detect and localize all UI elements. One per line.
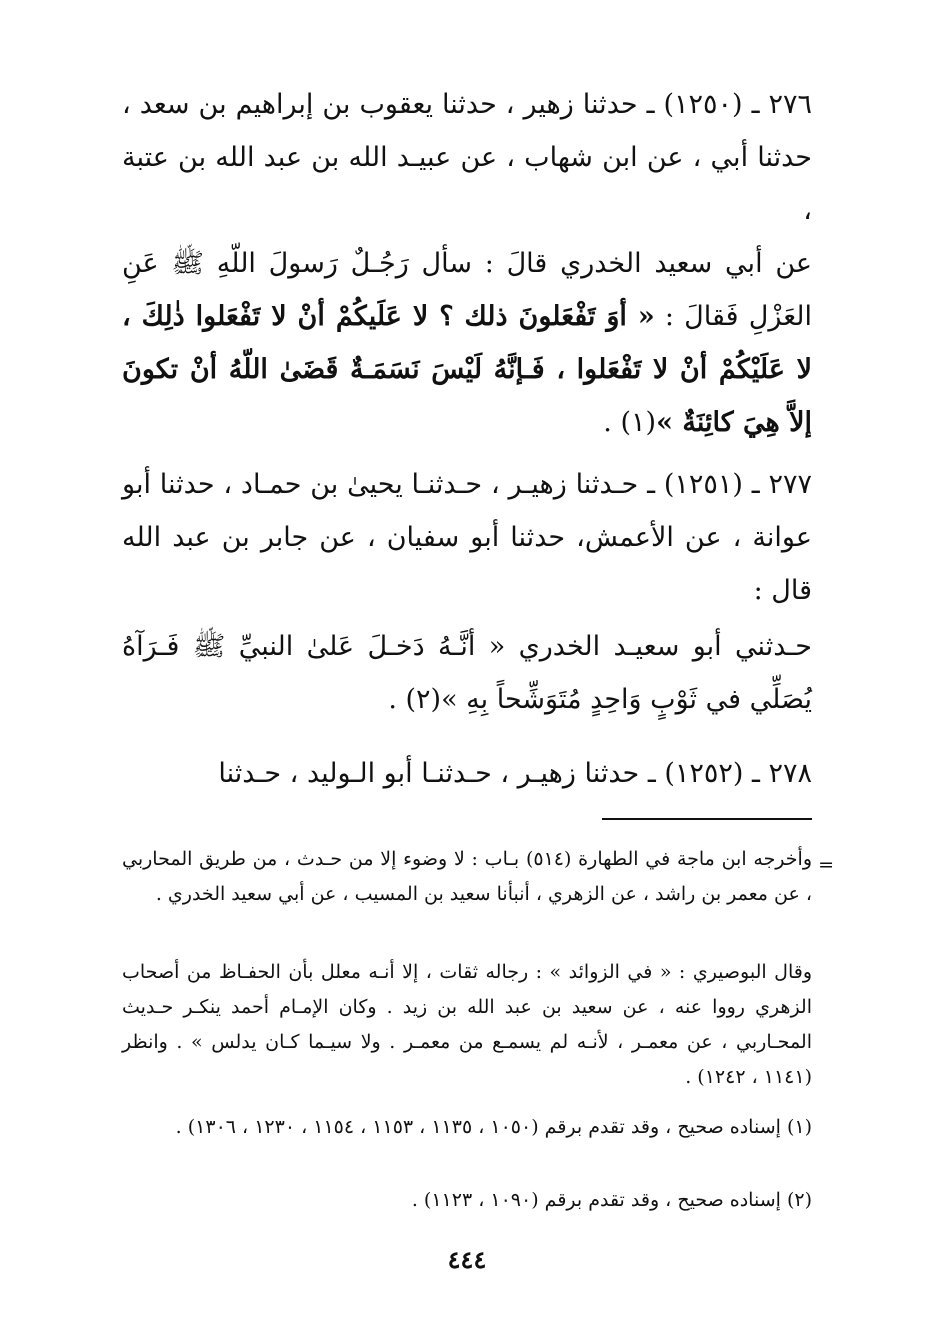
hadith-276-matn: « أوَ تَفْعَلونَ ذلك ؟ لا عَلَيكُمْ أنْ لا تَفْعَلوا ذٰلِكَ ، لا عَلَيْكُمْ أنْ لا تَفْعَلوا ، فَـإنَّهُ لَيْسَ نَسَمَـةٌ قَضَىٰ اللّهُ أنْ تكونَ إلاَّ هِيَ كائِنَةٌ » [122,301,812,438]
hadith-278-isnad: ٢٧٨ ـ (١٢٥٢) ـ حدثنا زهيـر ، حـدثنـا أبو الـوليد ، حـدثنا [218,758,812,789]
hadith-277-isnad: ٢٧٧ ـ (١٢٥١) ـ حـدثنا زهيـر ، حـدثنـا يحيىٰ بن حمـاد ، حدثنا أبو عوانة ، عن الأعمش، حدثنا أبو سفيان ، عن جابر بن عبد الله قال : [122,469,813,606]
hadith-276-isnad: ٢٧٦ ـ (١٢٥٠) ـ حدثنا زهير ، حدثنا يعقوب بن إبراهيم بن سعد ، حدثنا أبي ، عن ابن شهاب ، عن عبيـد الله بن عبد الله بن عتبة ، [122,89,812,226]
footnote-2: (٢) إسناده صحيح ، وقد تقدم برقم (١٠٩٠ ، ١١٢٣) . [411,1189,812,1211]
footnote-divider [602,818,812,820]
document-page [122,0,834,1344]
hadith-276-text [122,237,812,449]
footnote-paragraph-1: وأخرجه ابن ماجة في الطهارة (٥١٤) بـاب : لا وضوء إلا من حـدث ، من طريق المحاربي ، عن معمر بن راشد ، عن الزهري ، أنبأنا سعيد بن المسيب ، عن أبي سعيد الخدري . [122,848,812,905]
footnote-paragraph-2: وقال البوصيري : « في الزوائد » : رجاله ثقات ، إلا أنـه معلل بأن الحفـاظ من أصحاب الزهري رووا عنه ، عن سعيد بن عبد الله بن زيد . وكان الإمـام أحمد ينكـر حـديث المحـاربي ، عن معمـر ، لأنـه لم يسمـع من معمـر . ولا سيـما كـان يدلس » . وانظر (١١٤١ ، ١٢٤٢) . [122,961,812,1088]
footnote-1: (١) إسناده صحيح ، وقد تقدم برقم (١٠٥٠ ، ١١٣٥ ، ١١٥٣ ، ١١٥٤ ، ١٢٣٠ ، ١٣٠٦) . [175,1116,812,1138]
hadith-276-intro: عن أبي سعيد الخدري قالَ : سأل رَجُـلٌ رَسولَ اللّهِ ﷺ عَنِ العَزْلِ فَقالَ : [122,248,812,332]
hadith-276-footnote-ref: (١) . [603,407,657,438]
hadith-277-matn: حـدثني أبو سعيـد الخدري « أنَّـهُ دَخـلَ عَلىٰ النبيِّ ﷺ فَـرَآهُ يُصَلِّي في ثَوْبٍ وَاحِدٍ مُتَوَشِّحاً بِهِ »(٢) . [122,631,812,715]
page-number: ٤٤٤ [447,1245,487,1274]
footnote-continuation-mark: = [818,854,834,876]
